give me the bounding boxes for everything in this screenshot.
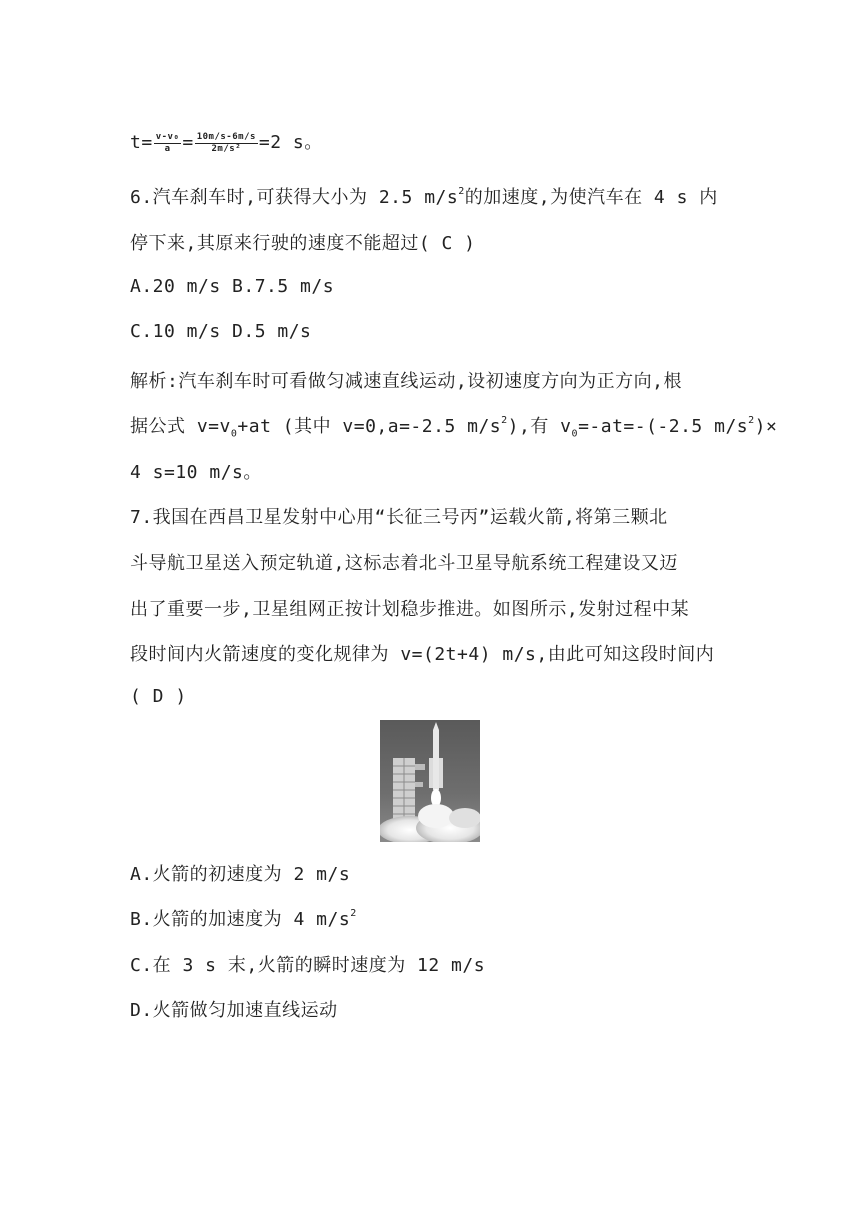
fraction-1-numerator: v-v₀ — [155, 131, 180, 142]
analysis-text: )× — [754, 416, 778, 437]
question-7-stem-line-3: 出了重要一步,卫星组网正按计划稳步推进。如图所示,发射过程中某 — [130, 599, 690, 620]
fraction-2 — [195, 132, 258, 155]
fraction-1 — [154, 132, 182, 155]
fraction-2-numerator: 10m/s-6m/s — [196, 131, 256, 142]
analysis-text: ),有 v — [507, 416, 572, 437]
option-b-text: B.火箭的加速度为 4 m/s — [130, 909, 351, 930]
question-7-option-d: D.火箭做匀加速直线运动 — [130, 1000, 338, 1021]
superscript: 2 — [350, 908, 357, 919]
analysis-text: 据公式 v=v — [130, 416, 231, 437]
superscript: 2 — [748, 415, 755, 426]
question-6-analysis-line-2 — [130, 412, 777, 440]
question-7-option-a: A.火箭的初速度为 2 m/s — [130, 864, 351, 885]
question-7-stem-line-2: 斗导航卫星送入预定轨道,这标志着北斗卫星导航系统工程建设又迈 — [130, 553, 678, 574]
previous-answer-formula — [130, 128, 323, 155]
question-6-options-cd: C.10 m/s D.5 m/s — [130, 321, 312, 342]
q6-text: 的加速度,为使汽车在 4 s 内 — [464, 187, 718, 208]
subscript: 0 — [230, 428, 238, 440]
superscript: 2 — [458, 186, 465, 197]
question-7-option-b — [130, 905, 357, 931]
formula-equals: = — [182, 132, 194, 153]
question-6-options-ab: A.20 m/s B.7.5 m/s — [130, 276, 335, 297]
formula-result: =2 s。 — [258, 132, 323, 153]
formula-lhs: t= — [130, 132, 153, 153]
question-7-option-c: C.在 3 s 末,火箭的瞬时速度为 12 m/s — [130, 955, 486, 976]
analysis-text: +at (其中 v=0,a=-2.5 m/s — [237, 416, 502, 437]
question-7-stem-line-1: 7.我国在西昌卫星发射中心用“长征三号丙”运载火箭,将第三颗北 — [130, 507, 668, 528]
subscript: 0 — [571, 428, 579, 440]
question-6-analysis-line-1: 解析:汽车刹车时可看做匀减速直线运动,设初速度方向为正方向,根 — [130, 371, 683, 392]
question-6-stem-line-1 — [130, 183, 718, 209]
question-7-answer-bracket: ( D ) — [130, 686, 187, 707]
superscript: 2 — [501, 415, 508, 426]
analysis-text: =-at=-(-2.5 m/s — [578, 416, 749, 437]
fraction-1-denominator: a — [164, 143, 171, 154]
question-7-stem-line-4: 段时间内火箭速度的变化规律为 v=(2t+4) m/s,由此可知这段时间内 — [130, 644, 715, 665]
q6-text: 6.汽车刹车时,可获得大小为 2.5 m/s — [130, 187, 459, 208]
question-6-analysis-line-3: 4 s=10 m/s。 — [130, 462, 262, 483]
question-6-stem-line-2: 停下来,其原来行驶的速度不能超过( C ) — [130, 233, 476, 254]
fraction-2-denominator: 2m/s² — [211, 143, 242, 154]
rocket-launch-photo — [380, 720, 480, 842]
